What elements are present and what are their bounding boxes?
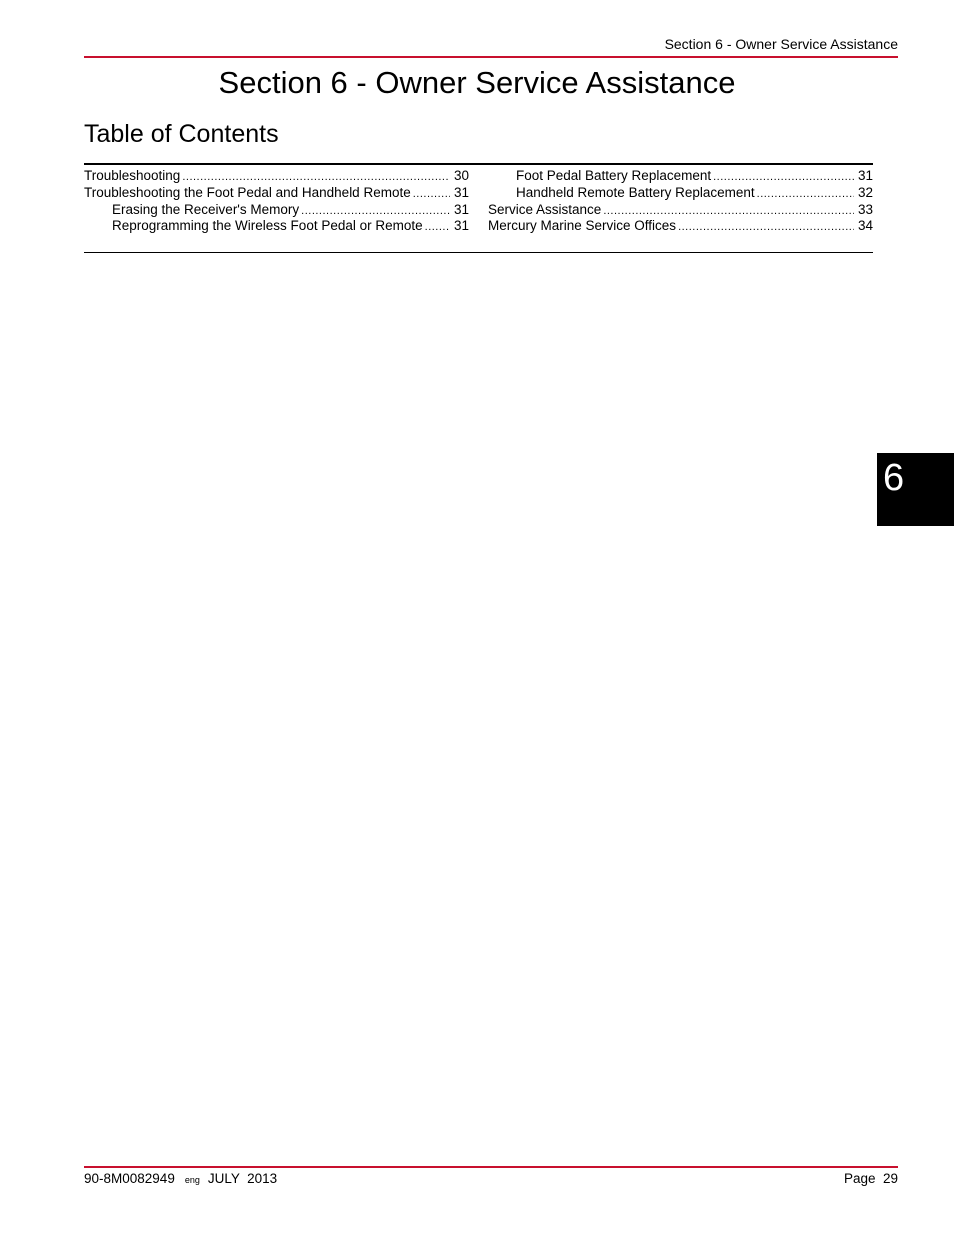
toc-entry-label: Mercury Marine Service Offices [488,218,677,234]
toc-entry-label: Service Assistance [488,201,602,217]
toc-entry-page: 31 [857,168,873,183]
footer-doc-number: 90-8M0082949 [84,1171,175,1186]
toc-dot-leader [713,169,854,185]
toc-entry-service-offices[interactable] [488,218,873,235]
toc-entry-label: Foot Pedal Battery Replacement [516,168,712,183]
footer-left [84,1171,277,1186]
toc-entry-page: 33 [857,201,873,217]
section-tab-number: 6 [883,457,905,499]
toc-dot-leader [678,219,854,235]
toc-dot-leader [182,169,450,185]
toc-entry-page: 30 [453,168,469,183]
header-rule [84,56,898,58]
toc-entry-page: 31 [453,184,469,200]
toc-entry-reprogramming[interactable] [84,218,469,235]
toc-entry-remote-battery[interactable] [488,185,873,202]
footer-page-number: Page 29 [843,1171,898,1186]
toc-entry-label: Handheld Remote Battery Replacement [516,184,755,200]
footer-language: eng [184,1175,200,1185]
footer-rule [84,1166,898,1168]
toc-bottom-rule [84,252,873,253]
toc-entry-erasing-memory[interactable] [84,202,469,219]
toc-entry-page: 34 [857,218,873,234]
footer-date: JULY 2013 [207,1171,278,1186]
toc-entry-page: 31 [453,201,469,217]
toc-entry-service-assistance[interactable] [488,202,873,219]
toc-dot-leader [413,186,450,202]
toc-entry-label: Erasing the Receiver's Memory [112,201,300,217]
toc-entry-label: Troubleshooting the Foot Pedal and Handheld Remote [84,184,411,200]
toc-entry-troubleshooting-foot-pedal[interactable] [84,185,469,202]
toc-heading: Table of Contents [84,120,279,148]
toc-entry-label: Reprogramming the Wireless Foot Pedal or Remote [112,218,423,234]
section-title: Section 6 - Owner Service Assistance [218,65,736,100]
toc-dot-leader [603,203,854,219]
toc-dot-leader [757,186,854,202]
toc-dot-leader [425,219,450,235]
toc-entry-troubleshooting[interactable] [84,168,469,185]
toc-entry-page: 32 [857,184,873,200]
running-header: Section 6 - Owner Service Assistance [664,36,898,52]
toc-dot-leader [301,203,450,219]
toc-top-rule [84,163,873,165]
toc-entry-foot-pedal-battery[interactable] [488,168,873,185]
toc-entry-page: 31 [453,218,469,234]
toc-left-column [84,168,469,235]
toc-entry-label: Troubleshooting [84,168,181,183]
toc-right-column [488,168,873,235]
section-tab [877,453,954,526]
